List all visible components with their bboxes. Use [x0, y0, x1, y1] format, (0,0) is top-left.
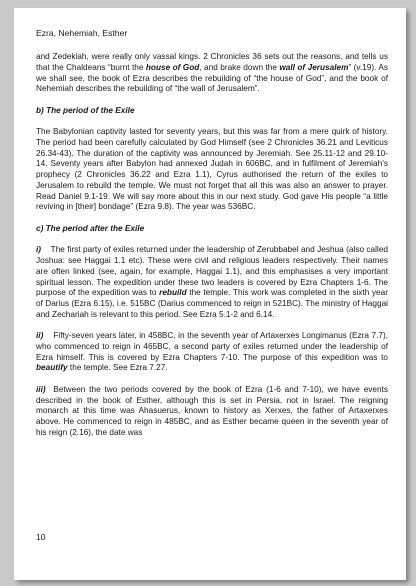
emphasis-rebuild: rebuild: [159, 288, 187, 298]
emphasis-beautify: beautify: [36, 363, 68, 373]
list-marker: ii): [36, 331, 44, 341]
section-heading-after-exile: c) The period after the Exile: [36, 223, 145, 233]
text-run: Fifty-seven years later, in 458BC, in the seventh year of Artaxerxes Longimanus (Ezra 7.7), who commenced to reign in 465BC, a second party of exiles returned under the leadership of Ezra himself. This is covered by Ezra Chapters 7-10. The purpose of this expedition was to: [36, 331, 388, 362]
emphasis-house-of-god: house of God: [145, 62, 200, 72]
text-run: and Zedekiah, were really only vassal kings. 2 Chronicles 36 sets out the reasons, and tells us that the Chaldeans “burnt the: [36, 52, 388, 72]
page-content: [36, 52, 388, 449]
list-marker: i): [36, 245, 42, 255]
book-page: [14, 8, 406, 580]
paragraph-intro: [36, 52, 388, 95]
paragraph-second-party: [36, 331, 388, 374]
page-number: 10: [36, 532, 46, 542]
emphasis-wall-of-jerusalem: wall of Jerusalem: [279, 62, 349, 72]
list-marker: iii): [36, 384, 46, 394]
text-run: ” (v.19). As we shall see, the book of Ezra describes the rebuilding of “the house of God”, and the book of Nehemiah describes the rebuilding of “the wall of Jerusalem”.: [36, 62, 388, 94]
paragraph-first-party: [36, 245, 388, 320]
paragraph-esther: [36, 385, 388, 439]
text-run: the temple. See Ezra 7.27.: [67, 363, 168, 373]
text-run: Between the two periods covered by the book of Ezra (1-6 and 7-10), we have events described in the book of Esther, although this is set in Persia, not in Israel. The reigning monarch at this time was Ahasuerus, known to history as Xerxes, the father of Artaxerxes above. He commenced to reign in 485BC, and as Esther became queen in the seventh year of his reign (2.16), the date was: [36, 384, 388, 437]
section-heading-exile: b) The period of the Exile: [36, 105, 135, 115]
text-run: The first party of exiles returned under the leadership of Zerubbabel and Jeshua (also called Joshua: see Haggai 1.1 etc). These were civil and religious leaders respectively. Their names are often linked (see, again, for example, Haggai 1.1), and this emphasises a very important spiritual lesson. The expedition under these two leaders is covered by Ezra Chapters 1-6. The purpose of the expedition was to: [36, 245, 388, 298]
paragraph-exile: The Babylonian captivity lasted for seventy years, but this was far from a mere quirk of history. The period had been carefully calculated by God Himself (see 2 Chronicles 36.21 and Leviticus 26.34-43). The duration of the captivity was announced by Jeremiah. See 25.11-12 and 29.10-14. Seventy years after Babylon had annexed Judah in 606BC, and in fulfilment of Jeremiah’s prophecy (2 Chronicles 36.22 and Ezra 1.1), Cyrus authorised the return of the exiles to Jerusalem to rebuild the temple. We must not forget that all this was also an answer to prayer. Read Daniel 9.1-19. We will say more about this in our next study. God gave His people “a little reviving in [their] bondage” (Ezra 9.8). The year was 536BC.: [36, 127, 388, 212]
text-run: the temple. This work was completed in the sixth year of Darius (Ezra 6.15), i.e. 515BC (Darius commenced to reign in 521BC). The ministry of Haggai and Zechariah is relevant to this period. See Ezra 5.1-2 and 6.14.: [36, 288, 388, 319]
text-run: , and brake down the: [199, 62, 280, 72]
running-header: Ezra, Nehemiah, Esther: [36, 28, 128, 38]
